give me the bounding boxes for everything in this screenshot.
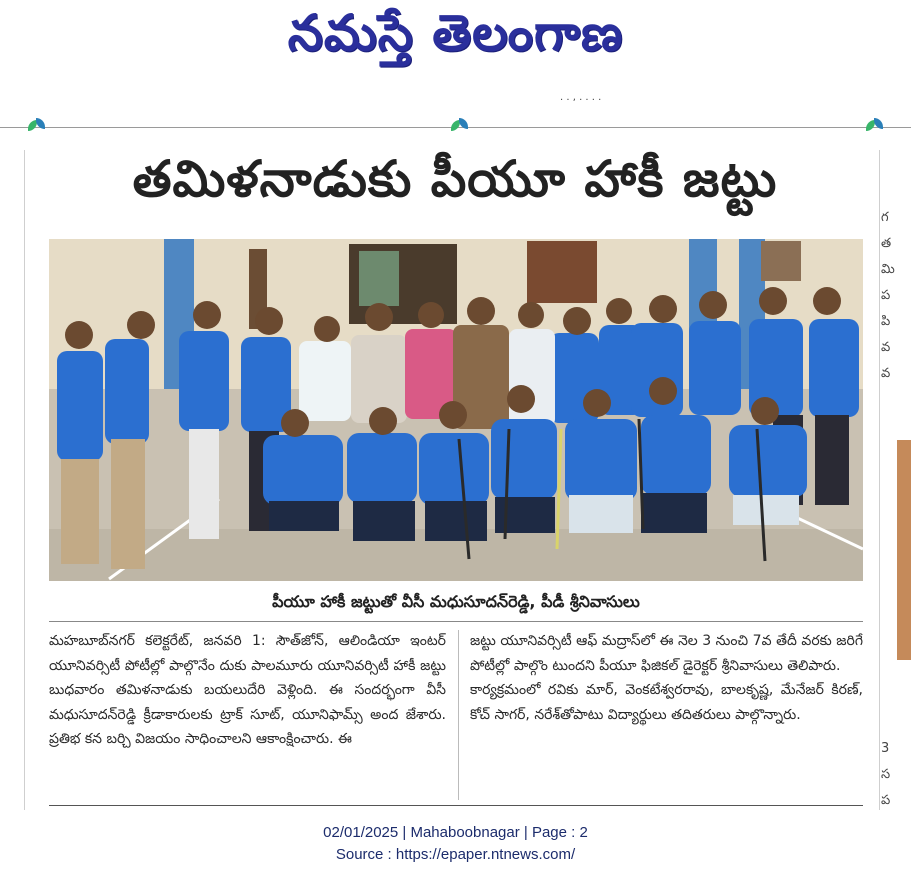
leaf-icon bbox=[28, 118, 46, 132]
adjacent-article-clip: గ త మి ప పి వ వ bbox=[881, 210, 895, 381]
footer-date-edition: 02/01/2025 | Mahaboobnagar | Page : 2 bbox=[323, 824, 588, 841]
footer-source: Source : https://epaper.ntnews.com/ bbox=[335, 846, 576, 863]
team-photo bbox=[49, 239, 863, 581]
newspaper-logo: నమస్తే తెలంగాణ bbox=[287, 4, 624, 62]
article-headline: తమిళనాడుకు పీయూ హాకీ జట్టు bbox=[132, 150, 778, 208]
article-body-left bbox=[49, 629, 446, 752]
column-divider bbox=[24, 150, 25, 810]
body-paragraph: మహబూబ్‌నగర్ కలెక్టరేట్, జనవరి 1: సౌత్‌జోన్, ఆలిండియా ఇంటర్ యూనివర్సిటీ పోటీల్లో పాల్గొనేం దుకు పాలమూరు యూనివర్సిటీ హాకీ జట్టు బుధవారం తమిళనాడుకు బయలుదేరి వెళ్లింది. ఈ సందర్భంగా వీసీ మధుసూదన్‌రెడ్డి క్రీడాకారులకు ట్రాక్ సూట్, యూనిఫామ్స్ అంద జేశారు. ప్రతిభ కన బర్చి విజయం సాధించాలని ఆకాంక్షించారు. ఈ bbox=[49, 633, 446, 748]
photo-caption: పీయూ హాకీ జట్టుతో వీసీ మధుసూదన్‌రెడ్డి, పీడీ శ్రీనివాసులు bbox=[272, 592, 640, 611]
adjacent-article-clip: 3 స ప bbox=[881, 741, 891, 808]
column-divider bbox=[458, 630, 459, 800]
body-paragraph: కార్యక్రమంలో రవికు మార్, వెంకటేశ్వరరావు, బాలకృష్ణ, మేనేజర్ కిరణ్, కోచ్ సాగర్, నరేశ్‌తోపాటు విద్యార్థులు తదితరులు పాల్గొన్నారు. bbox=[470, 682, 863, 723]
bottom-rule bbox=[49, 805, 863, 806]
page-footer bbox=[0, 822, 911, 866]
masthead bbox=[0, 0, 911, 103]
leaf-icon bbox=[866, 118, 884, 132]
article-body-right bbox=[470, 629, 863, 727]
masthead-strip: . . , . . . . bbox=[560, 92, 602, 103]
body-paragraph: జట్టు యూనివర్సిటీ ఆఫ్ మద్రాస్‌లో ఈ నెల 3 నుంచి 7వ తేదీ వరకు జరిగే పోటీల్లో పాల్గొం టుందని పీయూ ఫిజికల్ డైరెక్టర్ శ్రీనివాసులు తెలిపారు. bbox=[470, 633, 863, 674]
caption-rule bbox=[49, 621, 863, 622]
adjacent-photo-clip bbox=[897, 440, 911, 660]
leaf-icon bbox=[451, 118, 469, 132]
column-divider bbox=[879, 150, 880, 810]
